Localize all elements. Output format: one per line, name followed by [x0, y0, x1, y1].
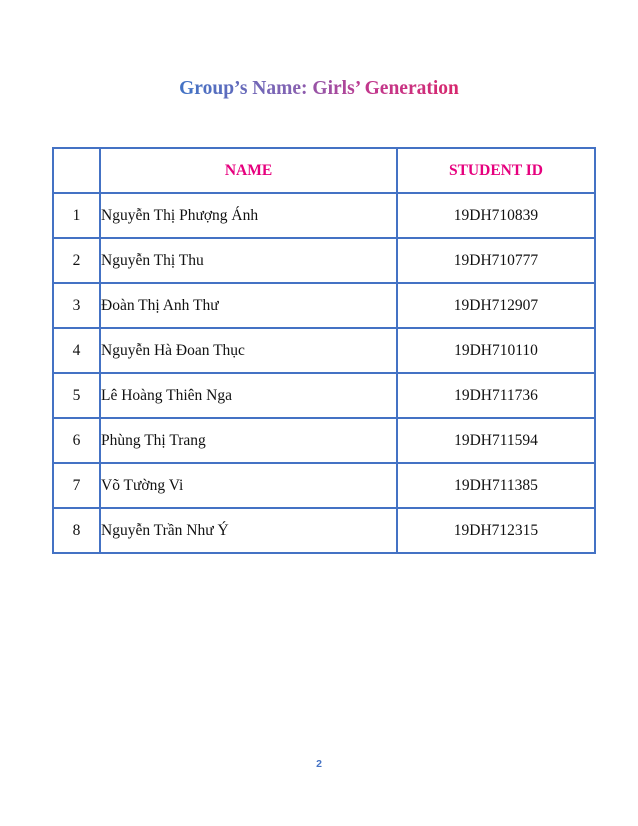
member-name: Nguyễn Thị Thu [100, 238, 397, 283]
row-number: 4 [53, 328, 100, 373]
member-name: Phùng Thị Trang [100, 418, 397, 463]
column-header-name: NAME [100, 148, 397, 193]
row-number: 5 [53, 373, 100, 418]
table-row [53, 508, 595, 553]
row-number: 2 [53, 238, 100, 283]
member-name: Nguyễn Hà Đoan Thục [100, 328, 397, 373]
student-id: 19DH711385 [397, 463, 595, 508]
member-name: Nguyễn Thị Phượng Ánh [100, 193, 397, 238]
column-header-number [53, 148, 100, 193]
table-row [53, 193, 595, 238]
student-id: 19DH711594 [397, 418, 595, 463]
page-number: 2 [316, 758, 322, 770]
table-row [53, 328, 595, 373]
student-id: 19DH710110 [397, 328, 595, 373]
member-table [52, 147, 596, 554]
column-header-student-id: STUDENT ID [397, 148, 595, 193]
member-name: Nguyễn Trần Như Ý [100, 508, 397, 553]
table-row [53, 418, 595, 463]
table-header-row [53, 148, 595, 193]
row-number: 6 [53, 418, 100, 463]
row-number: 3 [53, 283, 100, 328]
student-id: 19DH710839 [397, 193, 595, 238]
table-row [53, 463, 595, 508]
member-name: Đoàn Thị Anh Thư [100, 283, 397, 328]
student-id: 19DH711736 [397, 373, 595, 418]
table-row [53, 373, 595, 418]
student-id: 19DH712315 [397, 508, 595, 553]
table-row [53, 238, 595, 283]
row-number: 8 [53, 508, 100, 553]
student-id: 19DH712907 [397, 283, 595, 328]
document-title: Group’s Name: Girls’ Generation [179, 78, 459, 99]
student-id: 19DH710777 [397, 238, 595, 283]
member-name: Võ Tường Vi [100, 463, 397, 508]
row-number: 7 [53, 463, 100, 508]
member-name: Lê Hoàng Thiên Nga [100, 373, 397, 418]
row-number: 1 [53, 193, 100, 238]
table-row [53, 283, 595, 328]
